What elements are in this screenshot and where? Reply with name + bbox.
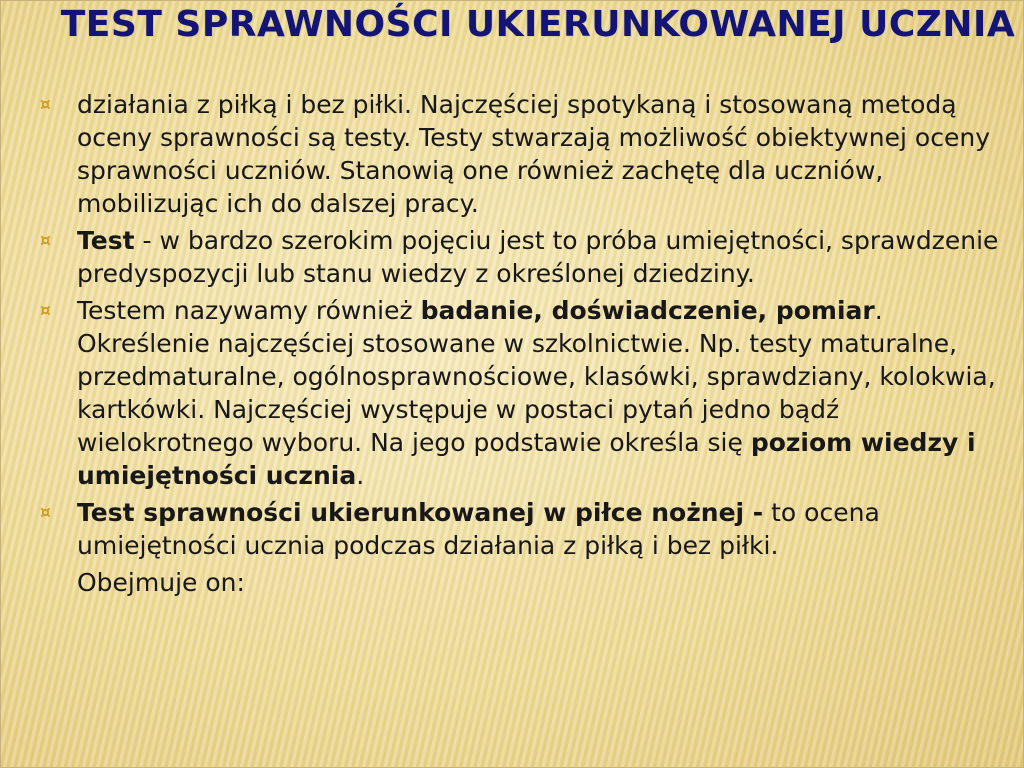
bold-term: Test sprawności ukierunkowanej w piłce nożnej - xyxy=(77,498,764,527)
bullet-icon: ¤ xyxy=(40,95,51,115)
bold-term: poziom wiedzy i umiejętności ucznia xyxy=(77,428,976,490)
bullet-text: - w bardzo szerokim pojęciu jest to próba umiejętności, sprawdzenie predyspozycji lub stanu wiedzy z określonej dziedziny. xyxy=(77,226,999,288)
bullet-item-4 xyxy=(40,496,1000,562)
bullet-text: Testem nazywamy również xyxy=(77,296,421,325)
slide-content xyxy=(40,88,1000,599)
slide-title: TEST SPRAWNOŚCI UKIERUNKOWANEJ UCZNIA xyxy=(60,4,1016,45)
bold-term: badanie, doświadczenie, pomiar xyxy=(420,296,875,325)
bullet-item-3 xyxy=(40,294,1000,492)
bullet-icon: ¤ xyxy=(40,301,51,321)
bullet-icon: ¤ xyxy=(40,503,51,523)
bullet-text: . xyxy=(356,461,365,490)
bullet-item-2 xyxy=(40,224,1000,290)
bullet-text: działania z piłką i bez piłki. Najczęściej spotykaną i stosowaną metodą oceny sprawności są testy. Testy stwarzają możliwość obiektywnej oceny sprawności uczniów. Stanowią one również zachętę dla uczniów, mobilizując ich do dalszej pracy. xyxy=(77,90,990,218)
bullet-item-1 xyxy=(40,88,1000,220)
bullet-icon: ¤ xyxy=(40,231,51,251)
bold-term: Test xyxy=(77,226,135,255)
bullet-text: . Określenie najczęściej stosowane w szkolnictwie. Np. testy maturalne, przedmaturalne, ogólnosprawnościowe, klasówki, sprawdziany, kolokwia, kartkówki. Najczęściej występuje w postaci pytań jedno bądź wielokrotnego wyboru. Na jego podstawie określa się xyxy=(77,296,996,457)
closing-line: Obejmuje on: xyxy=(77,568,245,597)
bullet-text: to ocena umiejętności ucznia podczas działania z piłką i bez piłki. xyxy=(77,498,880,560)
